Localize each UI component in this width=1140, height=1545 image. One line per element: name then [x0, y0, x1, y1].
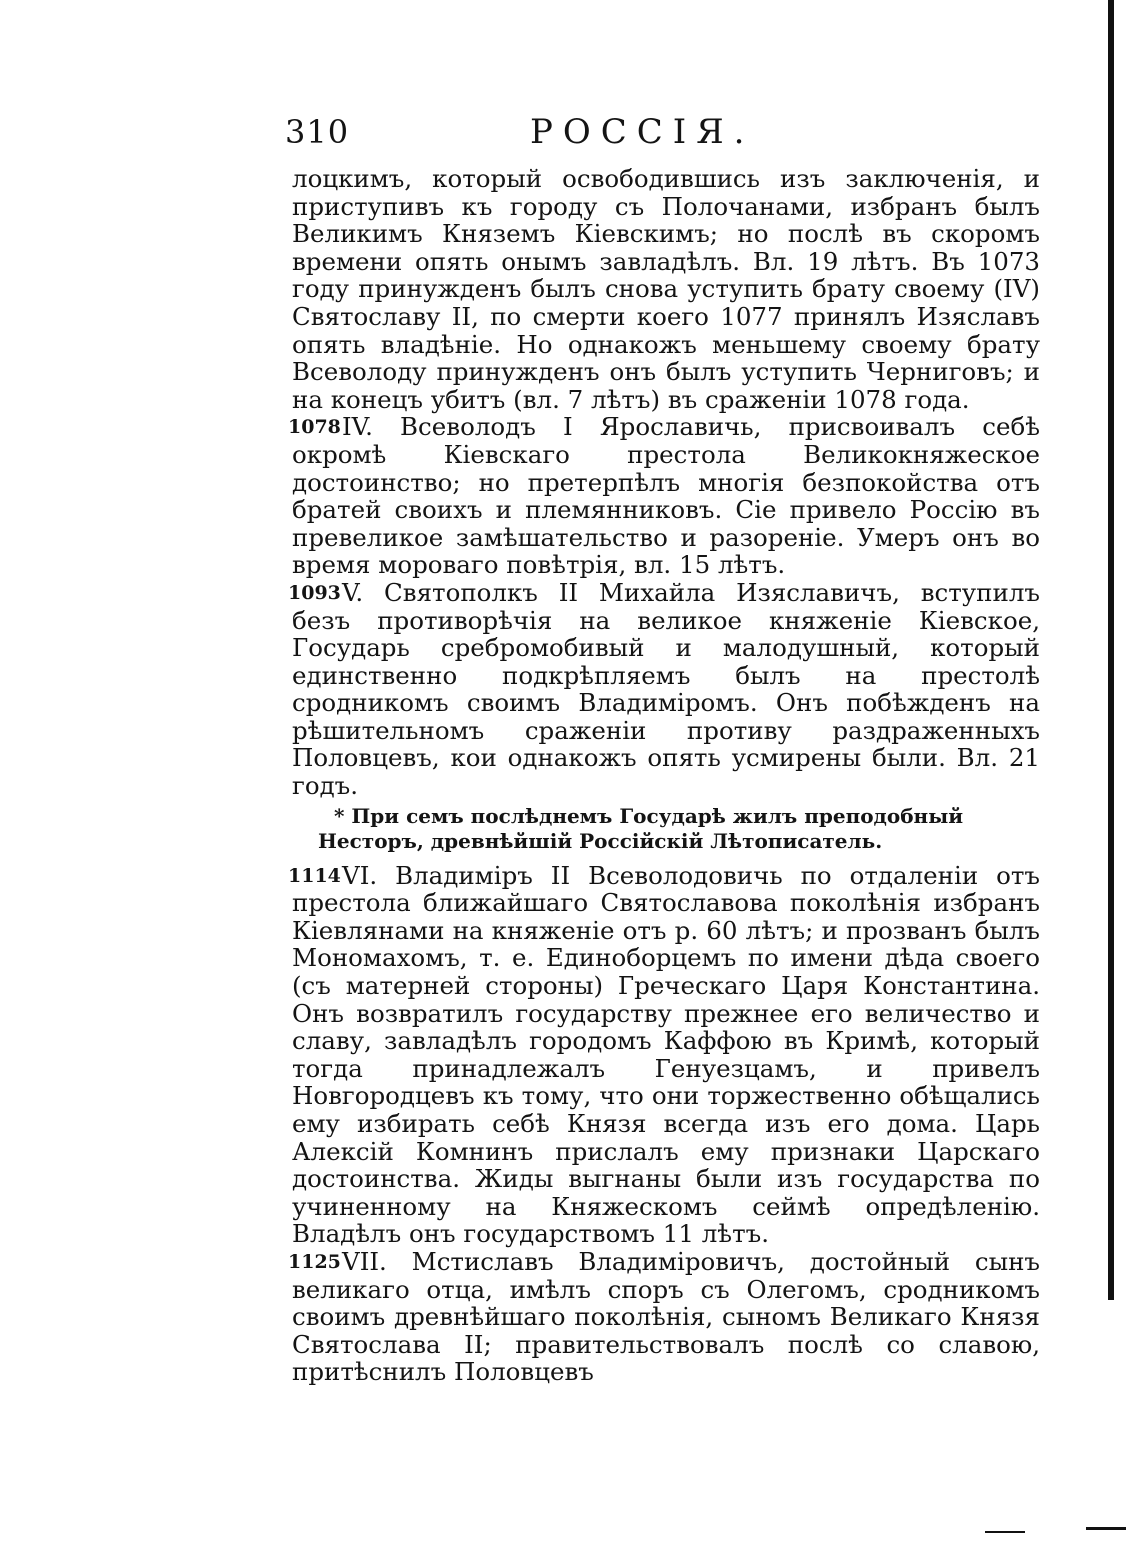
running-head: РОССІЯ.	[530, 112, 755, 152]
paragraph-text: лоцкимъ, который освободившись изъ заключенія, и приступивъ къ городу съ Полочанами, избранъ былъ Великимъ Княземъ Кіевскимъ; но послѣ въ скоромъ времени опять онымъ завладѣлъ. Вл. 19 лѣтъ. Въ 1073 году принужденъ былъ снова уступить брату своему (IV) Святославу II, по смерти коего 1077 принялъ Изяславъ опять владѣніе. Но однакожъ меньшему своему брату Всеволоду принужденъ онъ былъ уступить Черниговъ; и на конецъ убитъ (вл. 7 лѣтъ) въ сраженіи 1078 года.	[292, 164, 1040, 414]
scan-mark	[985, 1531, 1025, 1533]
page-edge-shadow	[1108, 0, 1114, 1300]
paragraph-reign-vi	[288, 860, 1040, 1249]
margin-year: 1114	[288, 864, 341, 887]
paragraph-text: VII. Мстиславъ Владиміровичъ, достойный сынъ великаго отца, имѣлъ споръ съ Олегомъ, сродникомъ своимъ древнѣйшаго поколѣнія, сыномъ Великаго Князя Святослава II; правительствовалъ послѣ со славою, притѣснилъ Половцевъ	[292, 1246, 1040, 1387]
paragraph-text: IV. Всеволодъ I Ярославичь, присвоивалъ себѣ окромѣ Кіевскаго престола Великокняжеское достоинство; но претерпѣлъ многія безпокойства отъ братей своихъ и племянниковъ. Сіе привело Россію въ превеликое замѣшательство и разореніе. Умеръ онъ во время мороваго повѣтрія, вл. 15 лѣтъ.	[292, 412, 1040, 580]
scan-mark	[1086, 1527, 1126, 1530]
paragraph-text: V. Святополкъ II Михайла Изяславичъ, вступилъ безъ противорѣчія на великое княженіе Кіевское, Государь сребромобивый и малодушный, который единственно подкрѣпляемъ былъ на престолѣ сродникомъ своимъ Владиміромъ. Онъ побѣжденъ на рѣшительномъ сраженіи противу раздраженныхъ Половцевъ, кои однакожъ опять усмирены были. Вл. 21 годъ.	[292, 577, 1040, 801]
paragraph-reign-iv	[288, 412, 1040, 580]
paragraph-text: VI. Владиміръ II Всеволодовичь по отдаленіи отъ престола ближайшаго Святославова поколѣнія избранъ Кіевлянами на княженіе отъ р. 60 лѣтъ; и прозванъ былъ Мономахомъ, т. е. Единоборцемъ по имени дѣда своего (съ матерней стороны) Греческаго Царя Константина. Онъ возвратилъ государству прежнее его величество и славу, завладѣлъ городомъ Каффою въ Кримѣ, который тогда принадлежалъ Генуезцамъ, и привелъ Новгородцевъ къ тому, что они торжественно обѣщались ему избирать себѣ Князя всегда изъ его дома. Царь Алексій Комнинъ прислалъ ему признаки Царскаго достоинства. Жиды выгнаны были изъ государства по учиненному на Княжескомъ сеймѣ опредѣленію. Владѣлъ онъ государствомъ 11 лѣтъ.	[292, 860, 1040, 1249]
page-number: 310	[285, 113, 350, 151]
margin-year: 1078	[288, 416, 341, 439]
page-header	[285, 112, 1045, 162]
footnote-text: * При семъ послѣднемъ Государѣ жилъ преподобный Несторъ, древнѣйшій Россійскій Лѣтописатель.	[318, 803, 964, 853]
footnote	[318, 804, 1040, 854]
paragraph-reign-v	[288, 577, 1040, 801]
margin-year: 1093	[288, 581, 341, 604]
paragraph-continuation	[292, 165, 1040, 413]
paragraph-reign-vii	[288, 1246, 1040, 1387]
body-text	[288, 164, 1040, 1387]
margin-year: 1125	[288, 1250, 341, 1273]
